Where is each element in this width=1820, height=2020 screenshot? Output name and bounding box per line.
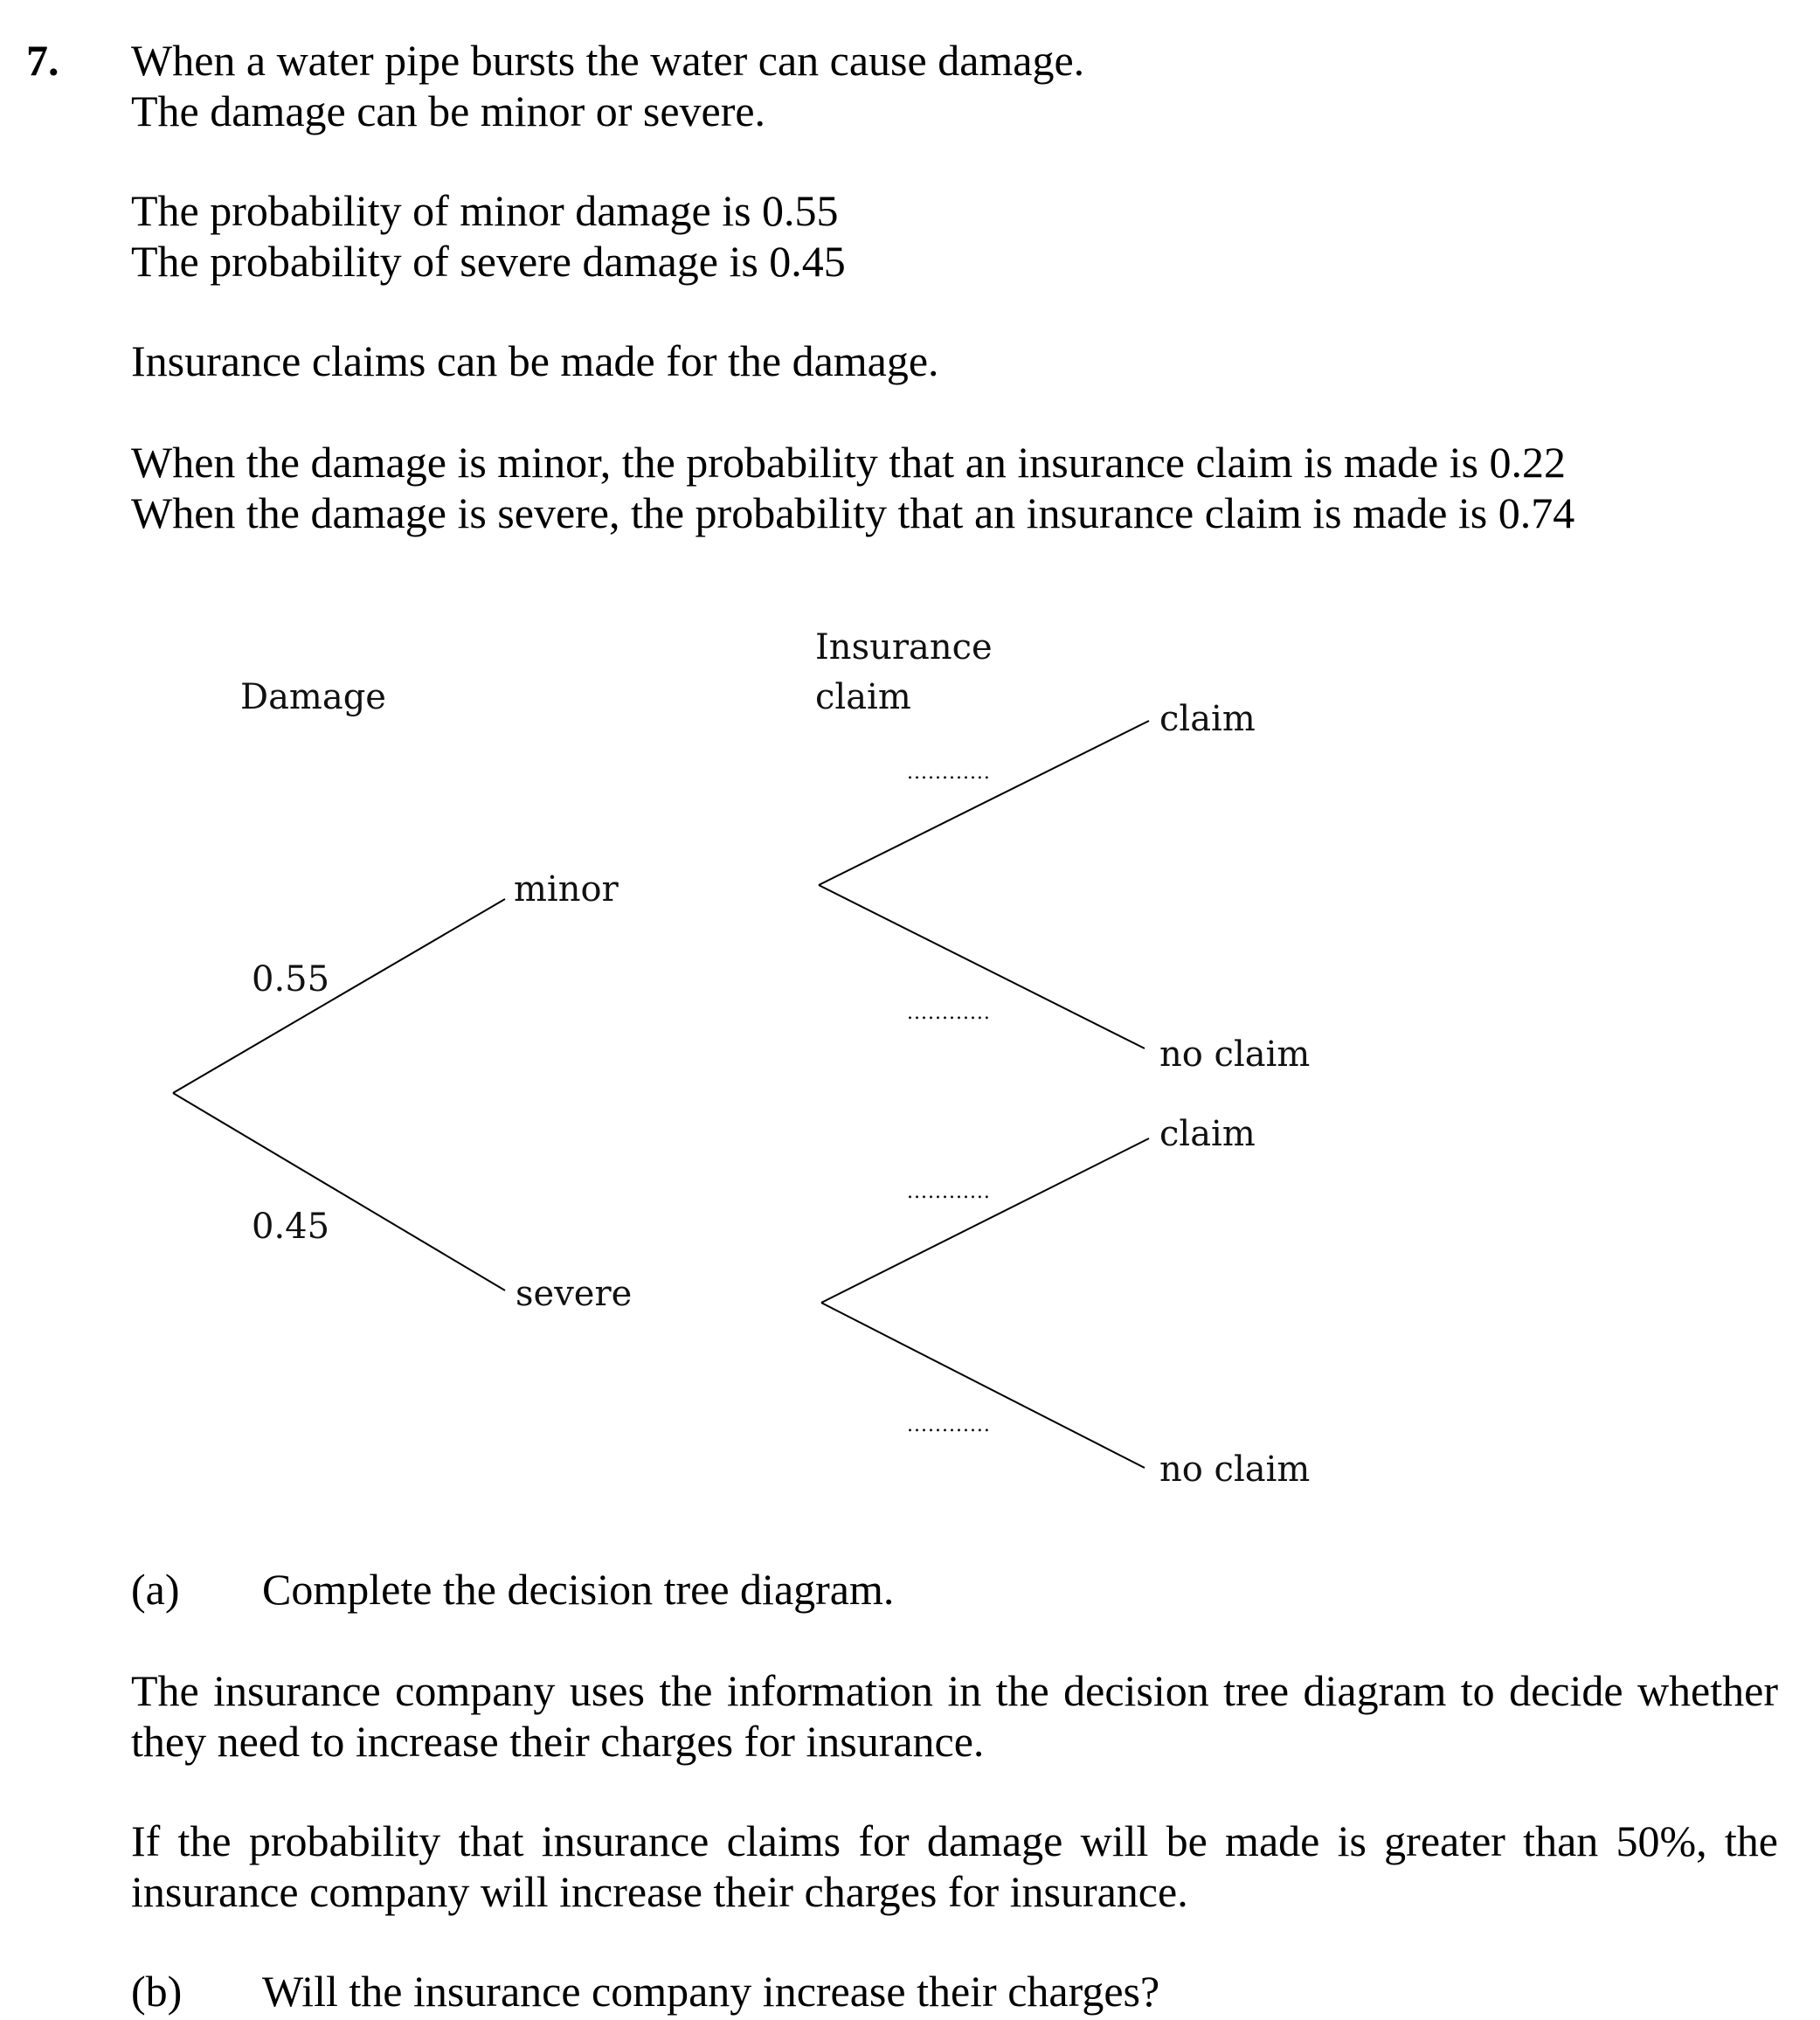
prob-severe-line: The probability of severe damage is 0.45 bbox=[131, 237, 846, 286]
minor-claim-label: claim bbox=[1159, 699, 1256, 739]
conditional-severe-line: When the damage is severe, the probability that an insurance claim is made is 0.74 bbox=[131, 488, 1575, 537]
part-b-question: Will the insurance company increase their charges? bbox=[262, 1967, 1160, 2016]
part-b-label: (b) bbox=[131, 1967, 183, 2016]
severe-no-claim-answer-blank[interactable]: ............ bbox=[907, 1415, 991, 1436]
minor-no-claim-answer-blank[interactable]: ............ bbox=[907, 1002, 991, 1024]
branch-line-severe bbox=[173, 1093, 505, 1290]
prob-minor-line: The probability of minor damage is 0.55 bbox=[131, 186, 839, 235]
info-paragraph-2 bbox=[131, 1816, 1778, 1917]
stage2-header-line-2: claim bbox=[815, 677, 911, 717]
info-paragraph-1-text: The insurance company uses the information in the decision tree diagram to decide whether they need to increase their charges for insurance. bbox=[131, 1666, 1778, 1766]
intro-line-1: When a water pipe bursts the water can cause damage. bbox=[131, 36, 1085, 85]
minor-probability: 0.55 bbox=[252, 959, 330, 1000]
severe-no-claim-label: no claim bbox=[1159, 1449, 1311, 1490]
severe-claim-answer-blank[interactable]: ............ bbox=[907, 1181, 991, 1203]
info-paragraph-2-text: If the probability that insurance claims for damage will be made is greater than 50%, the insurance company will increase their charges for insurance. bbox=[131, 1816, 1778, 1916]
minor-no-claim-label: no claim bbox=[1159, 1034, 1311, 1075]
intro-line-2: The damage can be minor or severe. bbox=[131, 86, 766, 135]
question-number: 7. bbox=[26, 36, 59, 85]
stage1-header: Damage bbox=[240, 677, 386, 717]
severe-claim-label: claim bbox=[1159, 1114, 1256, 1154]
branch-line-severe-claim bbox=[821, 1138, 1149, 1303]
minor-label: minor bbox=[514, 869, 619, 910]
severe-label: severe bbox=[516, 1274, 633, 1314]
part-a-instruction: Complete the decision tree diagram. bbox=[262, 1565, 895, 1614]
info-paragraph-1 bbox=[131, 1665, 1778, 1767]
branch-line-minor bbox=[173, 899, 505, 1093]
claims-statement-line: Insurance claims can be made for the damage. bbox=[131, 336, 939, 385]
minor-claim-answer-blank[interactable]: ............ bbox=[907, 762, 991, 784]
conditional-minor-line: When the damage is minor, the probability that an insurance claim is made is 0.22 bbox=[131, 438, 1566, 487]
branch-line-severe-no-claim bbox=[821, 1303, 1145, 1468]
stage2-header-line-1: Insurance bbox=[815, 627, 993, 668]
branch-line-minor-claim bbox=[819, 721, 1149, 885]
part-a-label: (a) bbox=[131, 1565, 180, 1614]
severe-probability: 0.45 bbox=[252, 1207, 330, 1247]
